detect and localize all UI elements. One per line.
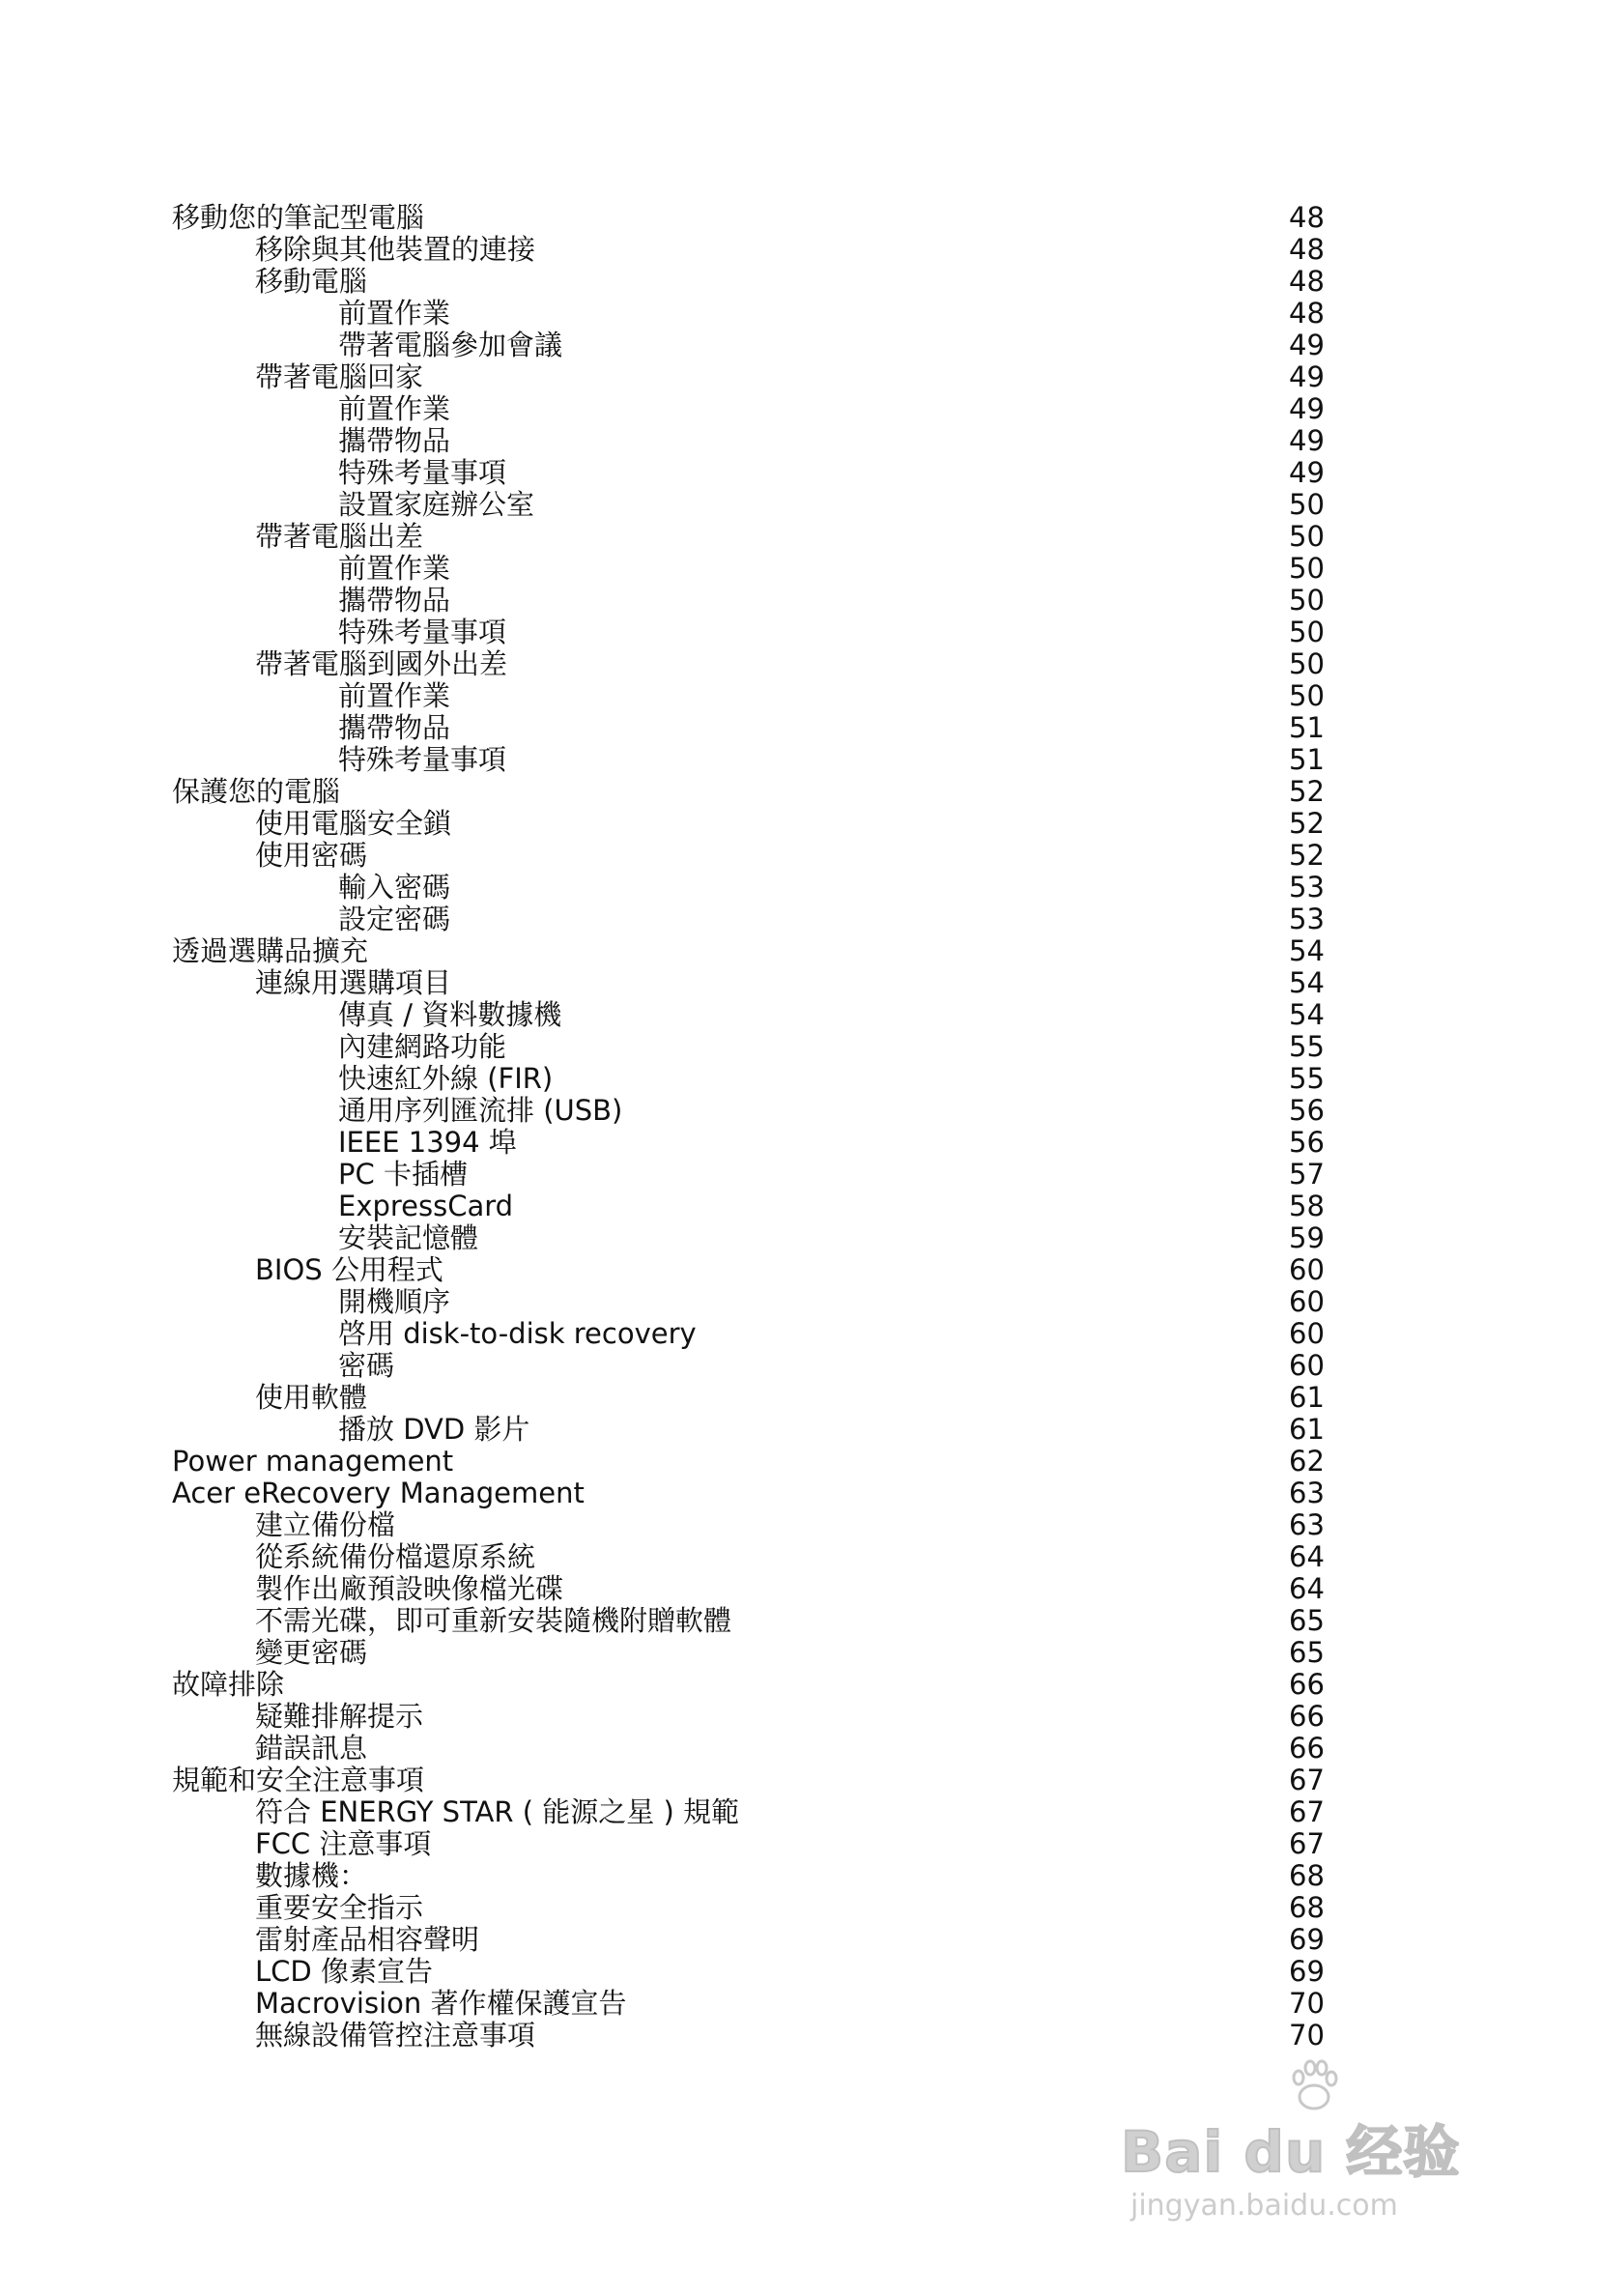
toc-entry-page-number: 49: [1289, 424, 1325, 457]
toc-entry-title: 特殊考量事項: [338, 456, 507, 489]
toc-entry-title: 建立備份檔: [255, 1508, 396, 1541]
toc-entry-title: Power management: [172, 1445, 454, 1478]
toc-entry-title: 帶著電腦參加會議: [338, 329, 563, 361]
toc-entry-title: 快速紅外線 (FIR): [338, 1062, 554, 1095]
toc-entry-title: 前置作業: [338, 679, 451, 712]
toc-entry-title: 帶著電腦出差: [255, 520, 424, 553]
toc-entry-page-number: 67: [1289, 1764, 1325, 1796]
toc-entry-page-number: 69: [1289, 1955, 1325, 1988]
toc-entry-title: 透過選購品擴充: [172, 934, 369, 967]
toc-entry: [172, 712, 1331, 744]
toc-entry-title: 前置作業: [338, 392, 451, 425]
toc-entry: [172, 617, 1331, 648]
toc-entry-page-number: 54: [1289, 934, 1325, 967]
toc-entry-page-number: 70: [1289, 1987, 1325, 2020]
toc-entry: [172, 1860, 1331, 1892]
toc-entry-page-number: 62: [1289, 1445, 1325, 1478]
toc-entry: [172, 1414, 1331, 1446]
toc-entry-title: 攜帶物品: [338, 424, 451, 457]
toc-entry-title: 播放 DVD 影片: [338, 1413, 530, 1446]
toc-entry: [172, 1796, 1331, 1828]
toc-entry-title: Acer eRecovery Management: [172, 1477, 585, 1509]
toc-entry-page-number: 50: [1289, 616, 1325, 648]
toc-entry-page-number: 52: [1289, 807, 1325, 840]
toc-entry-page-number: 61: [1289, 1381, 1325, 1414]
toc-entry-page-number: 53: [1289, 903, 1325, 935]
baidu-logo-text: Bai du 经验: [1121, 2119, 1461, 2185]
toc-entry: [172, 489, 1331, 521]
toc-entry-page-number: 52: [1289, 839, 1325, 872]
toc-entry-page-number: 61: [1289, 1413, 1325, 1446]
toc-entry: [172, 1127, 1331, 1159]
toc-entry-title: 特殊考量事項: [338, 743, 507, 776]
toc-entry-title: 數據機：: [255, 1859, 368, 1892]
toc-entry-page-number: 68: [1289, 1859, 1325, 1892]
toc-entry-page-number: 67: [1289, 1827, 1325, 1860]
toc-entry-title: PC 卡插槽: [338, 1158, 468, 1191]
toc-entry: [172, 999, 1331, 1031]
toc-entry-page-number: 54: [1289, 966, 1325, 999]
toc-entry: [172, 1159, 1331, 1191]
toc-entry: [172, 425, 1331, 457]
toc-entry-page-number: 60: [1289, 1285, 1325, 1318]
toc-entry: [172, 393, 1331, 425]
toc-entry: [172, 1956, 1331, 1988]
toc-entry: [172, 234, 1331, 266]
toc-entry: [172, 1478, 1331, 1509]
toc-entry-page-number: 51: [1289, 743, 1325, 776]
toc-entry-title: 錯誤訊息: [255, 1732, 368, 1765]
toc-entry-title: 前置作業: [338, 297, 451, 330]
toc-entry: [172, 202, 1331, 234]
toc-entry-title: LCD 像素宣告: [255, 1955, 433, 1988]
toc-entry-page-number: 56: [1289, 1094, 1325, 1127]
toc-entry-title: 攜帶物品: [338, 584, 451, 617]
toc-entry-page-number: 68: [1289, 1891, 1325, 1924]
toc-entry-page-number: 50: [1289, 584, 1325, 617]
toc-entry-title: 傳真 / 資料數據機: [338, 998, 562, 1031]
toc-entry: [172, 266, 1331, 298]
toc-entry-title: 故障排除: [172, 1668, 285, 1701]
toc-entry: [172, 1446, 1331, 1478]
toc-entry: [172, 776, 1331, 808]
toc-entry: [172, 298, 1331, 330]
toc-entry-title: ExpressCard: [338, 1190, 514, 1222]
toc-entry-title: 前置作業: [338, 552, 451, 585]
toc-entry-page-number: 57: [1289, 1158, 1325, 1191]
watermark-url: jingyan.baidu.com: [1130, 2189, 1398, 2223]
toc-entry: [172, 1286, 1331, 1318]
toc-entry-page-number: 48: [1289, 201, 1325, 234]
toc-entry-title: 設定密碼: [338, 903, 451, 935]
toc-entry-page-number: 65: [1289, 1636, 1325, 1669]
toc-entry-page-number: 51: [1289, 711, 1325, 744]
toc-entry: [172, 361, 1331, 393]
toc-entry: [172, 1095, 1331, 1127]
toc-entry: [172, 808, 1331, 840]
toc-entry: [172, 1637, 1331, 1669]
toc-entry: [172, 1350, 1331, 1382]
toc-entry-title: 使用電腦安全鎖: [255, 807, 452, 840]
toc-entry-page-number: 56: [1289, 1126, 1325, 1159]
toc-entry: [172, 1382, 1331, 1414]
toc-entry-title: 使用密碼: [255, 839, 368, 872]
toc-entry-title: 重要安全指示: [255, 1891, 424, 1924]
toc-entry-page-number: 64: [1289, 1572, 1325, 1605]
toc-entry: [172, 904, 1331, 935]
toc-entry-title: 開機順序: [338, 1285, 451, 1318]
toc-entry-title: 保護您的電腦: [172, 775, 341, 808]
toc-entry-title: 製作出廠預設映像檔光碟: [255, 1572, 564, 1605]
toc-entry-page-number: 64: [1289, 1540, 1325, 1573]
toc-entry: [172, 553, 1331, 585]
toc-entry-page-number: 54: [1289, 998, 1325, 1031]
toc-entry-page-number: 49: [1289, 329, 1325, 361]
toc-entry-page-number: 70: [1289, 2019, 1325, 2052]
toc-entry-title: 使用軟體: [255, 1381, 368, 1414]
toc-entry-page-number: 48: [1289, 297, 1325, 330]
toc-entry-page-number: 52: [1289, 775, 1325, 808]
toc-entry: [172, 1318, 1331, 1350]
toc-entry-title: 疑難排解提示: [255, 1700, 424, 1733]
toc-entry: [172, 1063, 1331, 1095]
toc-entry-page-number: 66: [1289, 1700, 1325, 1733]
toc-entry: [172, 1222, 1331, 1254]
toc-entry: [172, 1605, 1331, 1637]
toc-entry: [172, 935, 1331, 967]
toc-entry-title: 帶著電腦到國外出差: [255, 647, 508, 680]
toc-entry-page-number: 63: [1289, 1508, 1325, 1541]
toc-entry-title: BIOS 公用程式: [255, 1253, 443, 1286]
toc-entry-title: 內建網路功能: [338, 1030, 507, 1063]
toc-entry-page-number: 48: [1289, 233, 1325, 266]
toc-entry-page-number: 66: [1289, 1668, 1325, 1701]
toc-entry-page-number: 67: [1289, 1795, 1325, 1828]
toc-entry-title: FCC 注意事項: [255, 1827, 432, 1860]
toc-entry-title: 從系統備份檔還原系統: [255, 1540, 536, 1573]
toc-entry-page-number: 55: [1289, 1030, 1325, 1063]
toc-entry: [172, 330, 1331, 361]
toc-entry: [172, 967, 1331, 999]
toc-entry: [172, 1254, 1331, 1286]
toc-entry-page-number: 69: [1289, 1923, 1325, 1956]
toc-entry-page-number: 50: [1289, 679, 1325, 712]
toc-entry: [172, 521, 1331, 553]
toc-entry-title: 帶著電腦回家: [255, 360, 424, 393]
toc-entry: [172, 585, 1331, 617]
toc-entry-page-number: 50: [1289, 647, 1325, 680]
toc-entry-page-number: 49: [1289, 360, 1325, 393]
toc-entry: [172, 1892, 1331, 1924]
toc-entry-page-number: 60: [1289, 1317, 1325, 1350]
toc-entry-title: 輸入密碼: [338, 871, 451, 904]
toc-entry: [172, 1924, 1331, 1956]
baidu-watermark: [1121, 2058, 1507, 2252]
toc-entry-page-number: 53: [1289, 871, 1325, 904]
toc-entry-page-number: 59: [1289, 1221, 1325, 1254]
toc-entry: [172, 872, 1331, 904]
toc-entry-page-number: 50: [1289, 488, 1325, 521]
toc-entry: [172, 1828, 1331, 1860]
toc-entry-title: 雷射產品相容聲明: [255, 1923, 480, 1956]
toc-entry-page-number: 65: [1289, 1604, 1325, 1637]
toc-entry-title: 啓用 disk-to-disk recovery: [338, 1317, 697, 1350]
toc-entry: [172, 1031, 1331, 1063]
toc-entry: [172, 1541, 1331, 1573]
toc-entry-page-number: 49: [1289, 456, 1325, 489]
toc-entry-title: 安裝記憶體: [338, 1221, 479, 1254]
toc-entry: [172, 1573, 1331, 1605]
toc-entry: [172, 457, 1331, 489]
toc-entry-title: Macrovision 著作權保護宣告: [255, 1987, 627, 2020]
toc-entry: [172, 840, 1331, 872]
table-of-contents: [172, 202, 1331, 2052]
toc-entry-page-number: 60: [1289, 1349, 1325, 1382]
toc-entry: [172, 1669, 1331, 1701]
toc-entry-page-number: 66: [1289, 1732, 1325, 1765]
toc-entry-title: 移除與其他裝置的連接: [255, 233, 536, 266]
toc-entry: [172, 1509, 1331, 1541]
toc-entry: [172, 648, 1331, 680]
toc-entry-title: 規範和安全注意事項: [172, 1764, 425, 1796]
toc-entry-title: 特殊考量事項: [338, 616, 507, 648]
toc-entry: [172, 680, 1331, 712]
toc-entry: [172, 2020, 1331, 2052]
toc-entry: [172, 1988, 1331, 2020]
toc-entry-title: 通用序列匯流排 (USB): [338, 1094, 623, 1127]
toc-entry-page-number: 50: [1289, 552, 1325, 585]
toc-entry-title: 移動電腦: [255, 265, 368, 298]
toc-entry-title: 符合 ENERGY STAR ( 能源之星 ) 規範: [255, 1795, 740, 1828]
toc-entry-title: 密碼: [338, 1349, 395, 1382]
toc-entry: [172, 1191, 1331, 1222]
toc-entry-page-number: 60: [1289, 1253, 1325, 1286]
toc-entry-page-number: 50: [1289, 520, 1325, 553]
toc-entry-title: 無線設備管控注意事項: [255, 2019, 536, 2052]
toc-entry-page-number: 48: [1289, 265, 1325, 298]
toc-entry-title: 連線用選購項目: [255, 966, 452, 999]
toc-entry-title: 不需光碟，即可重新安裝隨機附贈軟體: [255, 1604, 732, 1637]
toc-entry: [172, 744, 1331, 776]
toc-entry-title: 攜帶物品: [338, 711, 451, 744]
toc-entry-title: 設置家庭辦公室: [338, 488, 535, 521]
toc-entry-page-number: 55: [1289, 1062, 1325, 1095]
toc-entry: [172, 1765, 1331, 1796]
toc-entry-title: IEEE 1394 埠: [338, 1126, 517, 1159]
toc-entry-title: 移動您的筆記型電腦: [172, 201, 425, 234]
toc-entry: [172, 1701, 1331, 1733]
toc-entry-title: 變更密碼: [255, 1636, 368, 1669]
toc-entry-page-number: 63: [1289, 1477, 1325, 1509]
toc-entry: [172, 1733, 1331, 1765]
toc-entry-page-number: 49: [1289, 392, 1325, 425]
toc-entry-page-number: 58: [1289, 1190, 1325, 1222]
